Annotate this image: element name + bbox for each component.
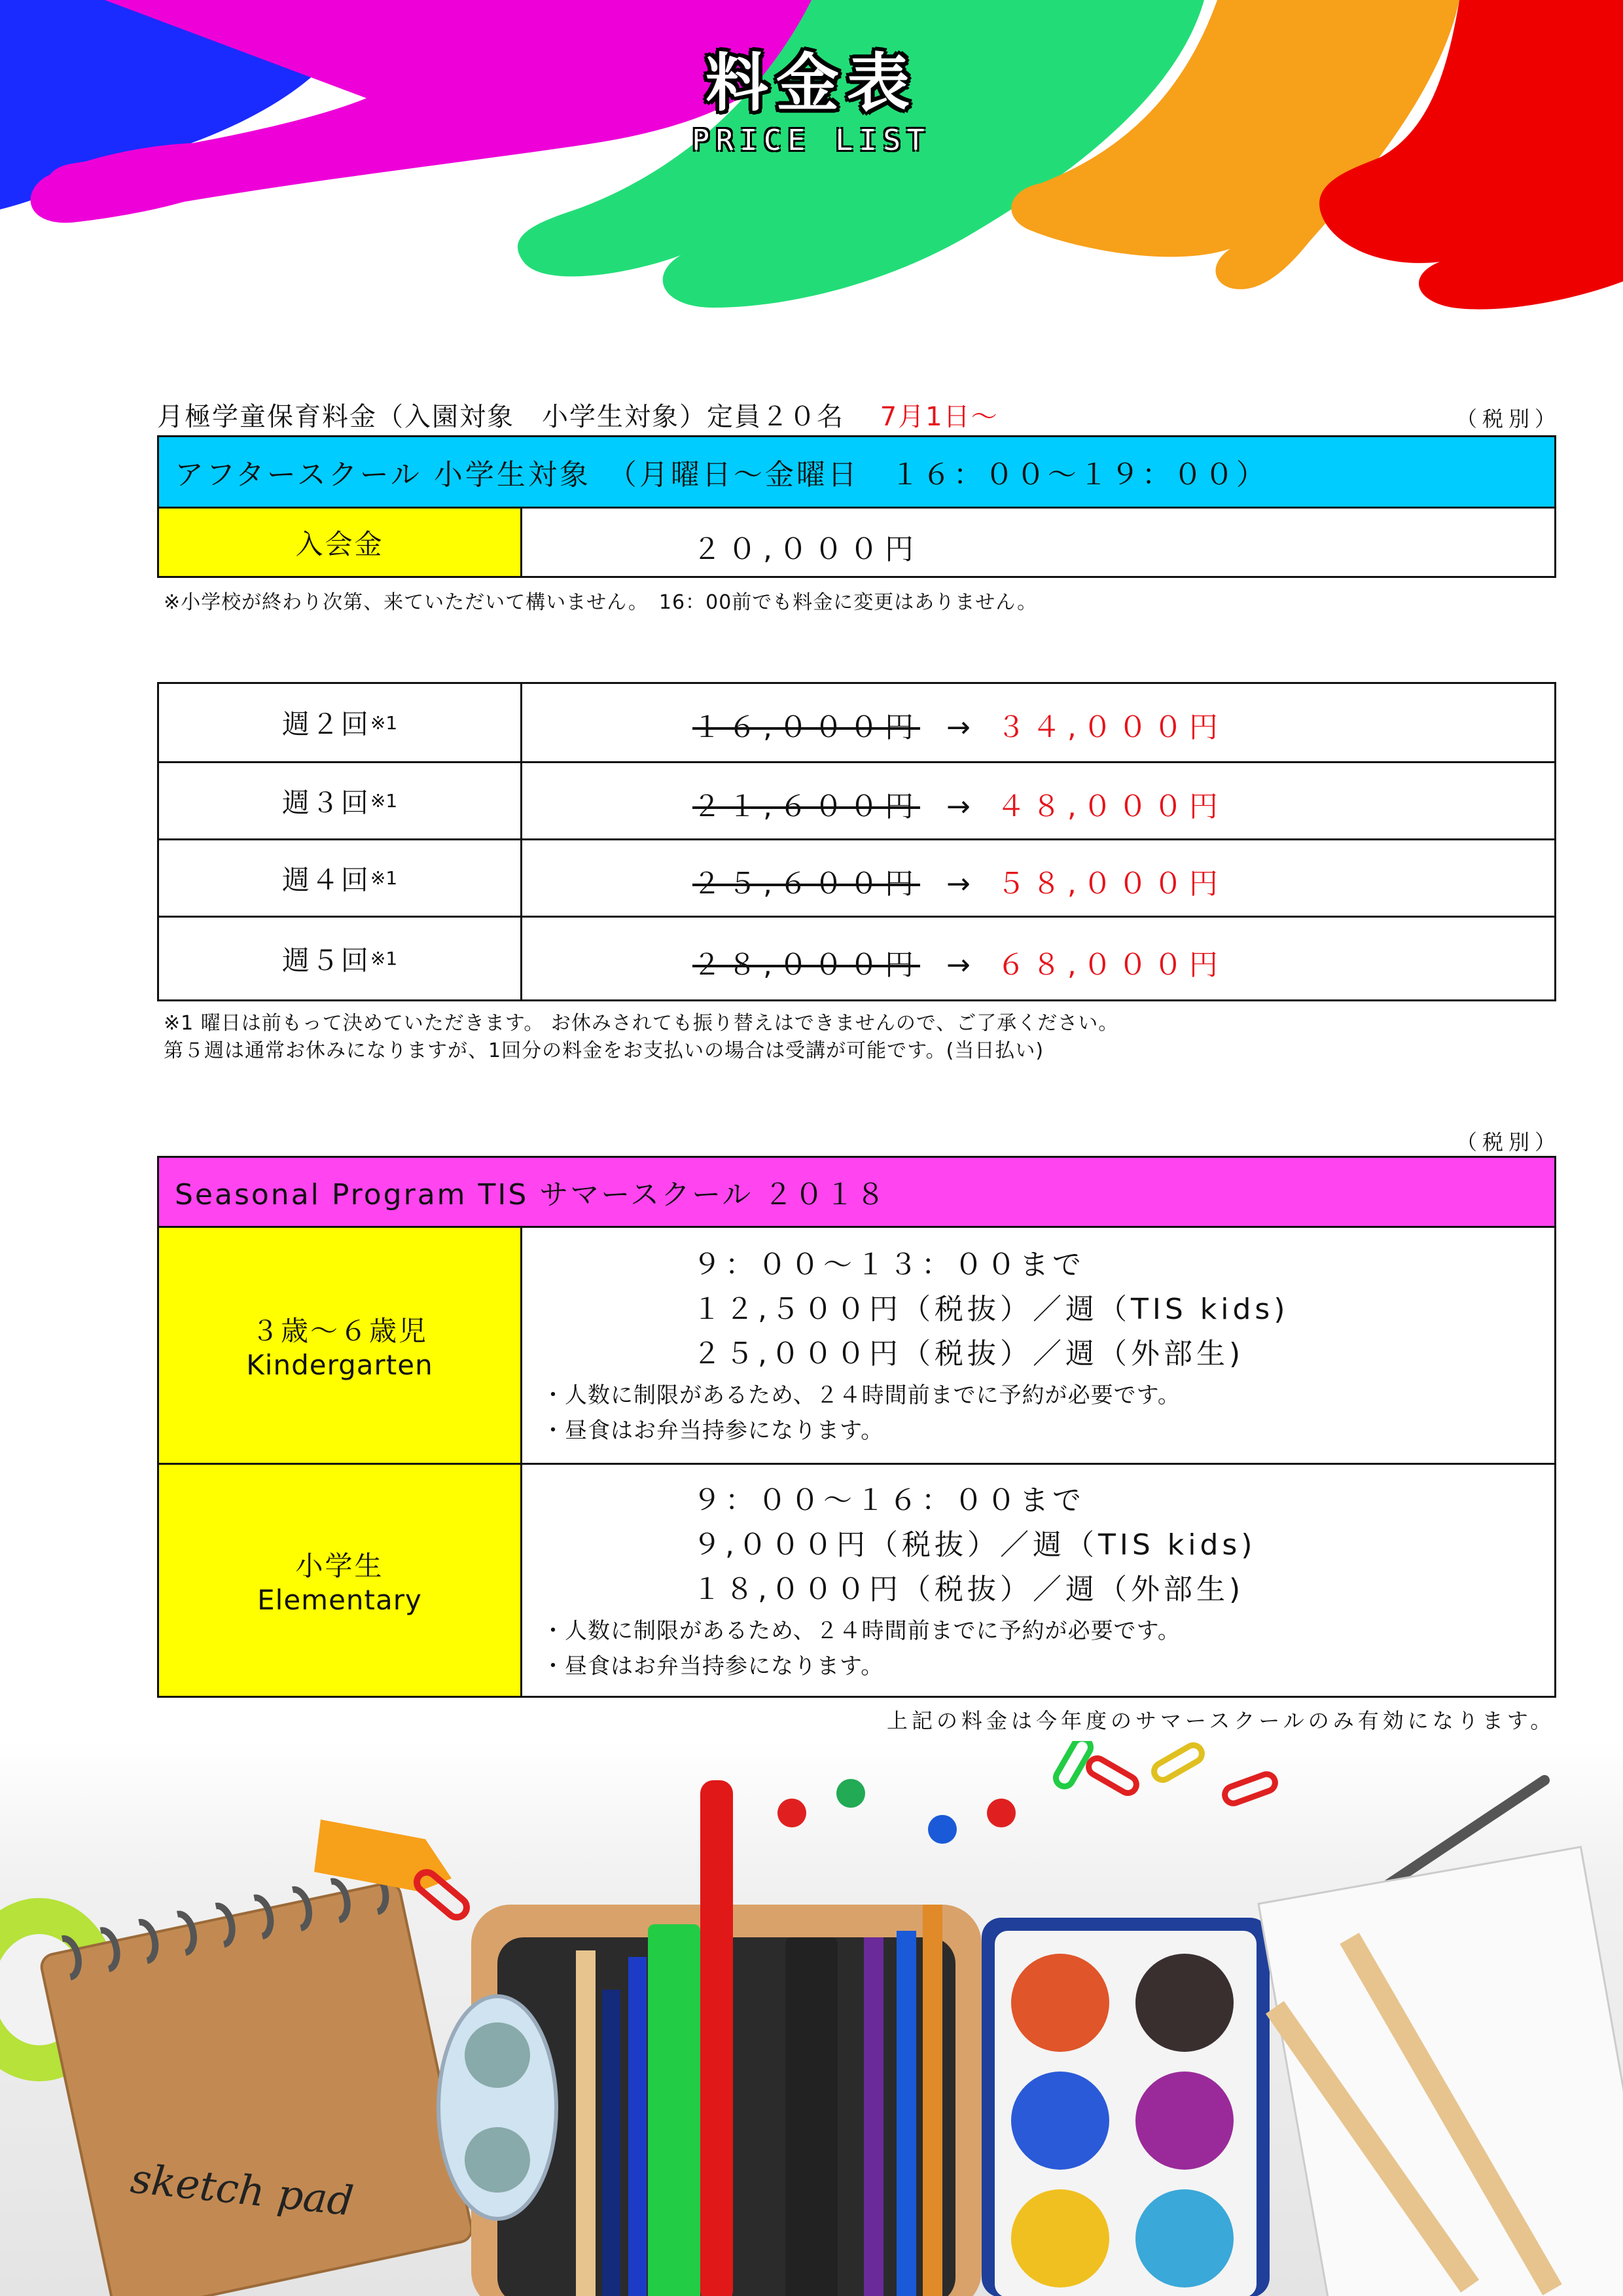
- arrow: →: [946, 948, 971, 982]
- enrollment-fee: ２０,０００円: [692, 533, 920, 566]
- summer-tax-note: （税別）: [1456, 1130, 1561, 1155]
- plan-row: [159, 761, 1554, 838]
- plan-row: [159, 916, 1554, 999]
- summer-group-details: [522, 1465, 1554, 1696]
- group-note-2: ・昼食はお弁当持参になります。: [542, 1418, 884, 1444]
- plan-label: 週２回: [281, 708, 370, 740]
- old-price: １６,０００円: [692, 711, 920, 744]
- group-label-jp: ３歳～６歳児: [251, 1315, 428, 1347]
- title-block: [0, 46, 1623, 157]
- group-price-member: １２,５００円（税抜）／週（TIS kids): [692, 1293, 1289, 1326]
- summer-group-details: [522, 1228, 1554, 1463]
- plan-mark: ※1: [370, 867, 398, 889]
- purple-pencil-icon: [864, 1937, 883, 2296]
- navy-pencil-icon: [602, 1990, 620, 2296]
- summer-group-label: [159, 1228, 522, 1463]
- correction-tape-icon: [438, 1996, 556, 2219]
- plan-mark: ※1: [370, 790, 398, 812]
- sketch-pad-label: sketch pad: [128, 2154, 356, 2225]
- after-school-table: [157, 435, 1556, 578]
- summer-heading: Seasonal Program TIS サマースクール ２０１８: [175, 1178, 887, 1211]
- after-school-heading: アフタースクール 小学生対象 （月曜日～金曜日 １６：００～１９：００）: [175, 458, 1268, 492]
- plan-price-cell: [522, 918, 1554, 999]
- red-pen-icon: [700, 1780, 733, 2296]
- plan-label-cell: [159, 840, 522, 916]
- plan-price-cell: [522, 763, 1554, 838]
- old-price: ２５,６００円: [692, 867, 920, 901]
- plan-note-1: ※1 曜日は前もって決めていただきます。 お休みされても振り替えはできませんので、ご了承ください。: [164, 1012, 1119, 1035]
- plan-row: [159, 684, 1554, 761]
- after-school-caption-main: 月極学童保育料金（入園対象 小学生対象）定員２０名: [157, 402, 844, 432]
- plan-label-cell: [159, 918, 522, 999]
- group-hours: ９：００～１３：００まで: [692, 1248, 1085, 1282]
- group-note-1: ・人数に制限があるため、２４時間前までに予約が必要です。: [542, 1618, 1181, 1644]
- new-price: ６８,０００円: [996, 948, 1224, 982]
- plan-price-cell: [522, 840, 1554, 916]
- blue-pencil-icon: [897, 1931, 916, 2296]
- group-label-en: Kindergarten: [246, 1349, 433, 1381]
- enrollment-label: 入会金: [159, 509, 522, 576]
- group-price-member: ９,０００円（税抜）／週（TIS kids): [692, 1528, 1257, 1562]
- new-price: ５８,０００円: [996, 867, 1224, 901]
- new-price: ４８,０００円: [996, 790, 1224, 823]
- plan-label: 週４回: [281, 863, 370, 896]
- watercolor-palette-icon: [982, 1918, 1270, 2296]
- arrow: →: [946, 711, 971, 744]
- plan-label-cell: [159, 763, 522, 838]
- summer-group-label: [159, 1465, 522, 1696]
- summer-group-row: [159, 1226, 1554, 1463]
- group-label-jp: 小学生: [295, 1550, 384, 1582]
- group-label-en: Elementary: [257, 1584, 422, 1616]
- summer-footer-note: 上記の料金は今年度のサマースクールのみ有効になります。: [887, 1708, 1556, 1733]
- plan-label: 週３回: [281, 786, 370, 819]
- new-price: ３４,０００円: [996, 711, 1224, 744]
- plan-price-cell: [522, 684, 1554, 761]
- page-subtitle: PRICE LIST: [692, 123, 931, 157]
- plan-mark: ※1: [370, 711, 398, 734]
- blue-pencil-icon: [628, 1957, 647, 2296]
- plan-note-2: 第５週は通常お休みになりますが、1回分の料金をお支払いの場合は受講が可能です。(当日払い): [164, 1039, 1044, 1062]
- enrollment-value-cell: [522, 509, 1554, 576]
- group-note-1: ・人数に制限があるため、２４時間前までに予約が必要です。: [542, 1382, 1181, 1408]
- wood-pencil-icon: [576, 1950, 596, 2296]
- plan-row: [159, 838, 1554, 916]
- enrollment-row: [159, 507, 1554, 576]
- after-school-caption-date: 7月1日～: [880, 402, 999, 432]
- page-title: 料金表: [705, 46, 918, 120]
- summer-heading-row: [159, 1158, 1554, 1226]
- old-price: ２１,６００円: [692, 790, 920, 823]
- plan-label-cell: [159, 684, 522, 761]
- after-school-caption: [157, 396, 999, 433]
- plan-label: 週５回: [281, 944, 370, 977]
- summer-table: [157, 1156, 1556, 1698]
- sketch-pad-icon: [37, 1868, 474, 2296]
- green-marker-icon: [648, 1924, 700, 2296]
- plan-mark: ※1: [370, 948, 398, 969]
- summer-group-row: [159, 1463, 1554, 1696]
- group-note-2: ・昼食はお弁当持参になります。: [542, 1653, 884, 1679]
- tax-note: （税別）: [1456, 406, 1561, 431]
- orange-pencil-icon: [923, 1905, 942, 2296]
- arrow: →: [946, 867, 971, 901]
- group-price-outside: ２５,０００円（税抜）／週（外部生): [692, 1337, 1245, 1371]
- black-marker-icon: [785, 1937, 838, 2296]
- enrollment-note: ※小学校が終わり次第、来ていただいて構いません。 16：00前でも料金に変更はありません。: [164, 591, 1038, 614]
- group-hours: ９：００～１６：００まで: [692, 1484, 1085, 1517]
- old-price: ２８,０００円: [692, 948, 920, 982]
- arrow: →: [946, 790, 971, 823]
- after-school-heading-row: [159, 437, 1554, 507]
- weekly-plans-table: [157, 682, 1556, 1001]
- group-price-outside: １８,０００円（税抜）／週（外部生): [692, 1573, 1245, 1606]
- stationery-illustration: [0, 1741, 1623, 2296]
